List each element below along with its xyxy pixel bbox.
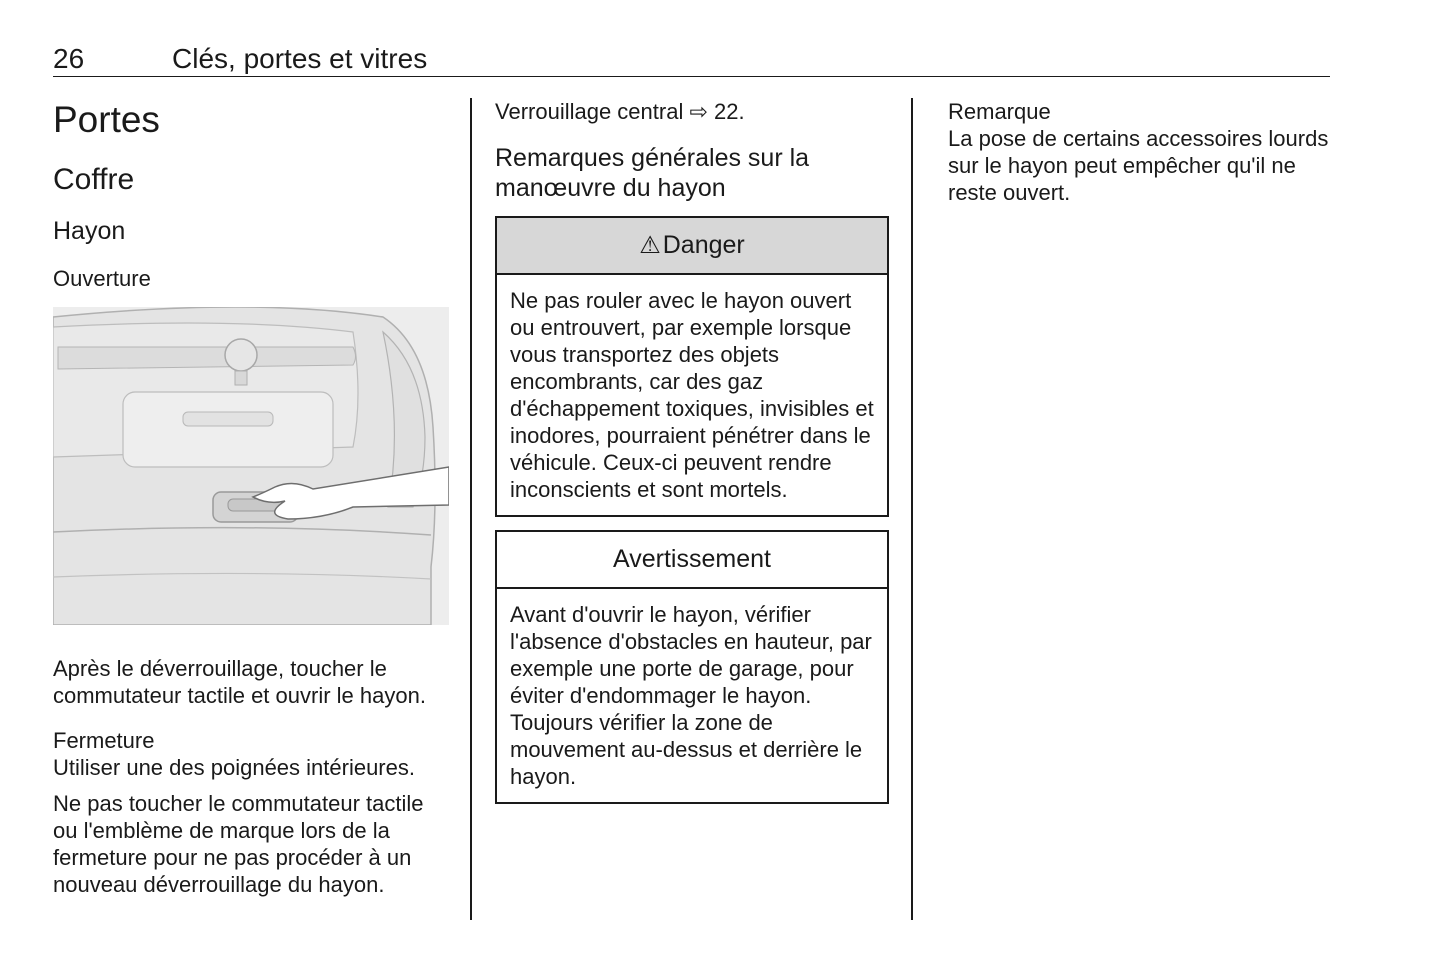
column-middle <box>495 98 889 804</box>
column-divider <box>470 98 472 920</box>
warning-triangle-icon: ⚠ <box>639 232 661 259</box>
warning-title: Avertissement <box>613 545 771 573</box>
column-right <box>948 98 1338 206</box>
column-divider <box>911 98 913 920</box>
cross-reference: Verrouillage central ⇨ 22. <box>495 99 745 124</box>
column-left <box>53 98 453 898</box>
chapter-title: Clés, portes et vitres <box>172 43 428 74</box>
closing-paragraph: Utiliser une des poignées intérieures. <box>53 755 415 780</box>
danger-title: Danger <box>662 231 745 259</box>
tailgate-drawing <box>53 307 449 625</box>
closing-paragraph: Ne pas toucher le commutateur tactile ou l'emblème de marque lors de la fermeture pour ne pas procéder à un nouveau déverrouillage du hayon. <box>53 791 424 897</box>
page-number: 26 <box>53 43 85 74</box>
note-text: La pose de certains accessoires lourds sur le hayon peut empêcher qu'il ne reste ouvert. <box>948 126 1329 205</box>
tailgate-illustration <box>53 307 449 625</box>
note-heading: Remarque <box>948 99 1051 124</box>
warning-box <box>495 530 889 804</box>
warning-header <box>497 532 887 589</box>
danger-header <box>497 218 887 275</box>
subsection-heading: Hayon <box>53 217 126 245</box>
danger-box <box>495 216 889 517</box>
general-remarks-heading: Remarques générales sur la manœuvre du hayon <box>495 144 810 202</box>
section-heading: Coffre <box>53 163 135 196</box>
opening-paragraph: Après le déverrouillage, toucher le commutateur tactile et ouvrir le hayon. <box>53 656 426 708</box>
warning-text: Avant d'ouvrir le hayon, vérifier l'absence d'obstacles en hauteur, par exemple une porte de garage, pour éviter d'endommager le hayon. Toujours vérifier la zone de mouvement au-dessus et derrière le hayon. <box>510 602 872 789</box>
topic-heading: Ouverture <box>53 266 151 291</box>
section-title: Portes <box>53 99 160 140</box>
closing-heading: Fermeture <box>53 728 155 753</box>
danger-text: Ne pas rouler avec le hayon ouvert ou entrouvert, par exemple lorsque vous transportez des objets encombrants, car des gaz d'échappement toxiques, invisibles et inodores, pourraient pénétrer dans le véhicule. Ceux-ci peuvent rendre inconscients et sont mortels. <box>510 288 874 502</box>
page-header <box>53 40 1330 77</box>
